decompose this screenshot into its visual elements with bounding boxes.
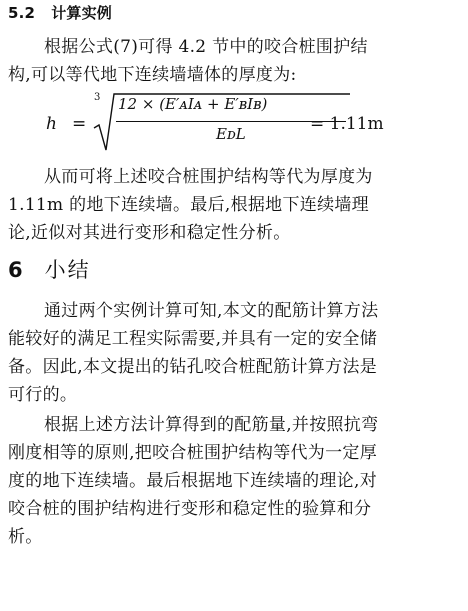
formula-result: = 1.11m xyxy=(310,114,384,134)
paragraph-4-line-5: 析。 xyxy=(8,527,43,547)
thickness-formula xyxy=(46,90,446,156)
paragraph-2-line-2: 1.11m 的地下连续墙。最后,根据地下连续墙理 xyxy=(8,195,369,215)
paragraph-1-line-1: 根据公式(7)可得 4.2 节中的咬合桩围护结 xyxy=(44,37,368,57)
paragraph-3-line-1: 通过两个实例计算可知,本文的配筋计算方法 xyxy=(44,301,379,321)
paragraph-4-line-3: 度的地下连续墙。最后根据地下连续墙的理论,对 xyxy=(8,471,378,491)
section-5-2-heading xyxy=(8,2,112,24)
formula-equals: = xyxy=(72,114,87,134)
section-title: 计算实例 xyxy=(51,4,112,22)
formula-lhs: h xyxy=(46,114,57,134)
paragraph-3-line-2: 能较好的满足工程实际需要,并具有一定的安全储 xyxy=(8,329,378,349)
section-number: 5.2 xyxy=(8,4,36,22)
section-title: 小结 xyxy=(44,258,91,282)
paragraph-4-line-1: 根据上述方法计算得到的配筋量,并按照抗弯 xyxy=(44,415,379,435)
paragraph-4-line-2: 刚度相等的原则,把咬合桩围护结构等代为一定厚 xyxy=(8,443,378,463)
section-6-heading xyxy=(8,256,91,284)
paragraph-3-line-3: 备。因此,本文提出的钻孔咬合桩配筋计算方法是 xyxy=(8,357,378,377)
paragraph-4-line-4: 咬合桩的围护结构进行变形和稳定性的验算和分 xyxy=(8,499,372,519)
formula-numerator: 12 × (E′ᴀIᴀ + E′ʙIʙ) xyxy=(118,95,268,113)
paragraph-2-line-1: 从而可将上述咬合桩围护结构等代为厚度为 xyxy=(44,167,373,187)
formula-denominator: EᴅL xyxy=(216,125,246,143)
section-number: 6 xyxy=(8,258,25,282)
paragraph-1-line-2: 构,可以等代地下连续墙墙体的厚度为: xyxy=(8,65,297,85)
formula-root-index: 3 xyxy=(94,92,101,103)
paragraph-2-line-3: 论,近似对其进行变形和稳定性分析。 xyxy=(8,223,291,243)
paragraph-3-line-4: 可行的。 xyxy=(8,385,78,405)
